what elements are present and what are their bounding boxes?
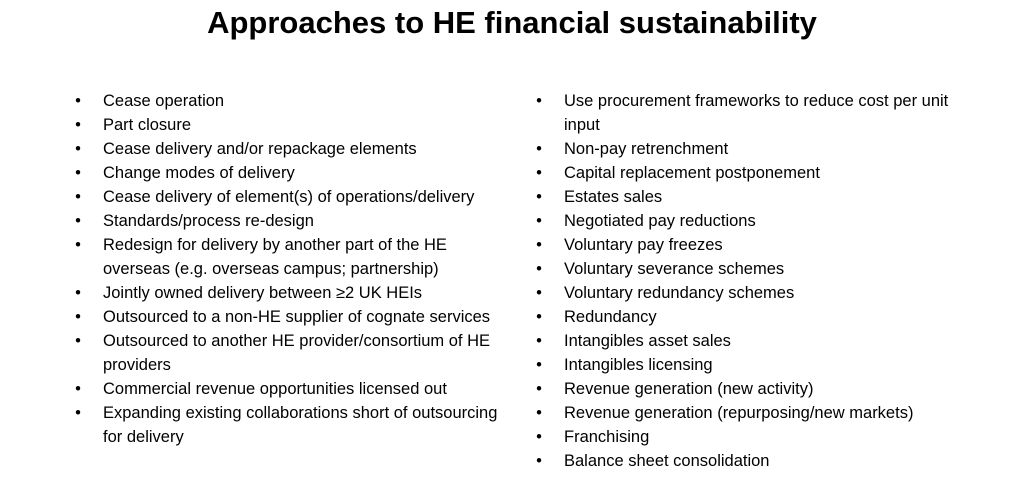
list-item-text: Voluntary redundancy schemes [564, 284, 795, 302]
bullet-icon: • [536, 380, 542, 398]
list-item [533, 185, 953, 209]
bullet-icon: • [536, 284, 542, 302]
list-item-text: Redesign for delivery by another part of the HE overseas (e.g. overseas campus; partnership) [103, 236, 447, 278]
list-item-text: Voluntary severance schemes [564, 260, 785, 278]
bullet-icon: • [75, 404, 81, 422]
bullet-icon: • [75, 332, 81, 350]
list-item-text: Outsourced to a non-HE supplier of cognate services [103, 308, 491, 326]
list-item-text: Non-pay retrenchment [564, 140, 729, 158]
list-item-text: Capital replacement postponement [564, 164, 820, 182]
list-item-text: Cease delivery of element(s) of operations/delivery [103, 188, 475, 206]
list-item [72, 89, 502, 113]
bullet-icon: • [75, 116, 81, 134]
list-item [72, 305, 502, 329]
list-item [533, 89, 953, 137]
list-item [533, 449, 953, 473]
list-item-text: Commercial revenue opportunities licensed out [103, 380, 447, 398]
list-item-text: Cease operation [103, 92, 225, 110]
list-item [533, 353, 953, 377]
list-item-text: Redundancy [564, 308, 657, 326]
bullet-icon: • [536, 356, 542, 374]
left-bullet-list [72, 89, 502, 449]
list-item-text: Intangibles asset sales [564, 332, 731, 350]
list-item-text: Revenue generation (new activity) [564, 380, 814, 398]
bullet-icon: • [536, 332, 542, 350]
bullet-icon: • [536, 260, 542, 278]
bullet-icon: • [536, 404, 542, 422]
list-item [72, 281, 502, 305]
list-item-text: Voluntary pay freezes [564, 236, 723, 254]
list-item [533, 161, 953, 185]
list-item [533, 209, 953, 233]
list-item [533, 233, 953, 257]
list-item-text: Outsourced to another HE provider/consortium of HE providers [103, 332, 491, 374]
list-item [72, 137, 502, 161]
list-item-text: Estates sales [564, 188, 663, 206]
bullet-icon: • [536, 188, 542, 206]
list-item-text: Use procurement frameworks to reduce cost per unit input [564, 92, 949, 134]
list-item-text: Jointly owned delivery between ≥2 UK HEIs [103, 284, 423, 302]
bullet-icon: • [75, 92, 81, 110]
bullet-icon: • [75, 308, 81, 326]
list-item [533, 329, 953, 353]
list-item [72, 233, 502, 281]
list-item-text: Cease delivery and/or repackage elements [103, 140, 417, 158]
list-item [72, 161, 502, 185]
list-item-text: Balance sheet consolidation [564, 452, 770, 470]
list-item-text: Intangibles licensing [564, 356, 713, 374]
bullet-icon: • [75, 140, 81, 158]
bullet-icon: • [536, 452, 542, 470]
list-item [533, 257, 953, 281]
bullet-icon: • [75, 284, 81, 302]
bullet-icon: • [536, 92, 542, 110]
list-item-text: Change modes of delivery [103, 164, 295, 182]
list-item-text: Standards/process re-design [103, 212, 314, 230]
list-item [72, 329, 502, 377]
list-item [533, 401, 953, 425]
page-title: Approaches to HE financial sustainability [207, 5, 817, 40]
bullet-icon: • [75, 236, 81, 254]
list-item-text: Revenue generation (repurposing/new markets) [564, 404, 914, 422]
list-item [72, 401, 502, 449]
bullet-icon: • [536, 236, 542, 254]
list-item [72, 209, 502, 233]
list-item-text: Expanding existing collaborations short of outsourcing for delivery [103, 404, 498, 446]
right-bullet-list [533, 89, 953, 473]
list-item [72, 377, 502, 401]
bullet-icon: • [75, 380, 81, 398]
list-item-text: Part closure [103, 116, 192, 134]
list-item [533, 425, 953, 449]
bullet-icon: • [536, 164, 542, 182]
bullet-icon: • [75, 188, 81, 206]
list-item [72, 185, 502, 209]
bullet-icon: • [536, 308, 542, 326]
bullet-icon: • [536, 140, 542, 158]
list-item [533, 281, 953, 305]
bullet-icon: • [536, 428, 542, 446]
list-item [533, 377, 953, 401]
bullet-icon: • [75, 212, 81, 230]
list-item [533, 137, 953, 161]
list-item [72, 113, 502, 137]
list-item-text: Negotiated pay reductions [564, 212, 756, 230]
bullet-icon: • [536, 212, 542, 230]
bullet-icon: • [75, 164, 81, 182]
list-item-text: Franchising [564, 428, 650, 446]
list-item [533, 305, 953, 329]
